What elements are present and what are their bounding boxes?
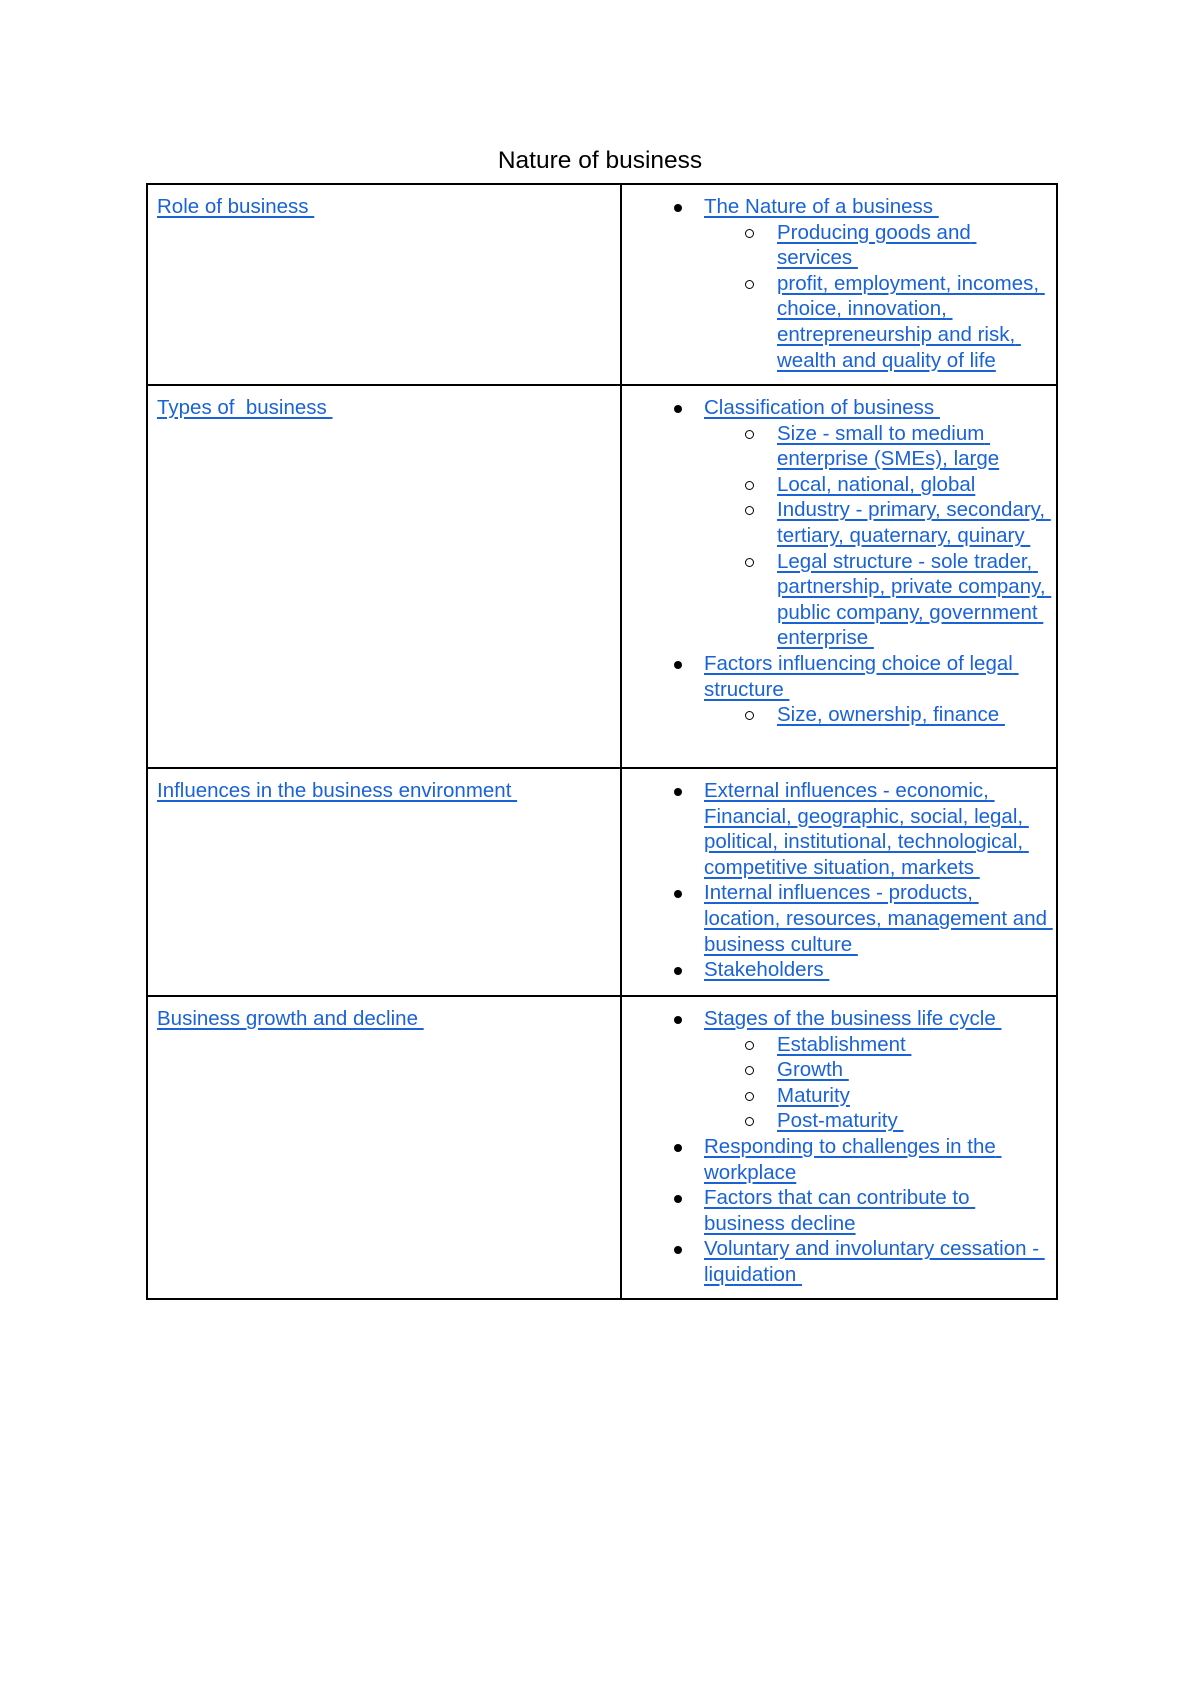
point-link[interactable]: Stakeholders	[704, 958, 830, 982]
sub-point-link[interactable]: Industry - primary, secondary, tertiary, quaternary, quinary	[777, 498, 1051, 547]
list-item	[704, 1185, 1047, 1236]
topic-link[interactable]: Types of business	[157, 396, 333, 419]
point-link[interactable]: Classification of business	[704, 396, 940, 419]
table-row	[147, 768, 1057, 996]
point-link[interactable]: Voluntary and involuntary cessation - liquidation	[704, 1237, 1045, 1286]
topic-cell	[147, 768, 621, 996]
list-item	[777, 1057, 1047, 1083]
list-item	[777, 497, 1051, 548]
list-item	[704, 194, 1047, 373]
list-item	[704, 778, 1047, 880]
bullet-list	[631, 395, 1052, 728]
bullet-list	[631, 1006, 1047, 1288]
sub-point-link[interactable]: Local, national, global	[777, 472, 976, 496]
sub-point-link[interactable]: Legal structure - sole trader, partnership, private company, public company, government enterprise	[777, 549, 1052, 650]
topic-link[interactable]: Business growth and decline	[157, 1007, 424, 1030]
topic-cell	[147, 385, 621, 768]
topic-link[interactable]: Influences in the business environment	[157, 779, 518, 802]
bullet-list	[631, 778, 1053, 983]
table-row	[147, 996, 1057, 1299]
point-link-continuation[interactable]: - economic, Financial, geographic, social, legal, political, institutional, technological, competitive situation, markets	[704, 779, 1029, 879]
list-item	[777, 271, 1047, 373]
list-item	[704, 957, 1047, 983]
point-link[interactable]: Internal influences - products, location, resources, management and business culture	[704, 881, 1053, 956]
sub-point-link[interactable]: profit, employment, incomes, choice, innovation, entrepreneurship and risk, wealth and quality of life	[777, 271, 1045, 372]
table-row	[147, 385, 1057, 768]
points-cell	[621, 385, 1057, 768]
sub-point-link[interactable]: Growth	[777, 1058, 849, 1082]
list-item	[777, 1032, 1047, 1058]
sub-point-link[interactable]: Post-maturity	[777, 1109, 904, 1133]
point-link[interactable]: External influences	[704, 779, 878, 802]
list-item	[777, 549, 1052, 651]
page-title: Nature of business	[497, 147, 703, 174]
point-link[interactable]: The Nature of a business	[704, 195, 939, 218]
list-item	[777, 702, 1047, 728]
bullet-list	[631, 194, 1047, 373]
sub-bullet-list	[704, 421, 1052, 651]
sub-bullet-list	[704, 702, 1047, 728]
syllabus-table	[146, 183, 1058, 1300]
point-link[interactable]: Factors that can contribute to business decline	[704, 1186, 976, 1235]
list-item	[777, 1108, 1047, 1134]
list-item	[704, 395, 1052, 651]
list-item	[704, 1134, 1047, 1185]
point-link[interactable]: Responding to challenges in the workplace	[704, 1134, 1002, 1184]
list-item	[777, 421, 1047, 472]
topic-cell	[147, 184, 621, 385]
points-cell	[621, 184, 1057, 385]
point-link[interactable]: Factors influencing choice of legal structure	[704, 651, 1019, 701]
sub-point-link[interactable]: Establishment	[777, 1032, 912, 1056]
list-item	[777, 220, 1047, 271]
topic-cell	[147, 996, 621, 1299]
sub-bullet-list	[704, 220, 1047, 374]
list-item	[704, 1236, 1047, 1287]
topic-link[interactable]: Role of business	[157, 195, 315, 218]
sub-point-link[interactable]: Maturity	[777, 1083, 850, 1107]
points-cell	[621, 768, 1057, 996]
sub-point-link[interactable]: Size - small to medium enterprise (SMEs), large	[777, 421, 1000, 471]
point-link[interactable]: Stages of the business life cycle	[704, 1007, 1002, 1030]
sub-bullet-list	[704, 1032, 1047, 1134]
list-item	[704, 1006, 1047, 1134]
table-row	[147, 184, 1057, 385]
list-item	[704, 880, 1053, 957]
points-cell	[621, 996, 1057, 1299]
list-item	[777, 472, 1047, 498]
list-item	[777, 1083, 1047, 1109]
sub-point-link[interactable]: Producing goods and services	[777, 220, 977, 270]
sub-point-link[interactable]: Size, ownership, finance	[777, 703, 1005, 727]
list-item	[704, 651, 1047, 728]
